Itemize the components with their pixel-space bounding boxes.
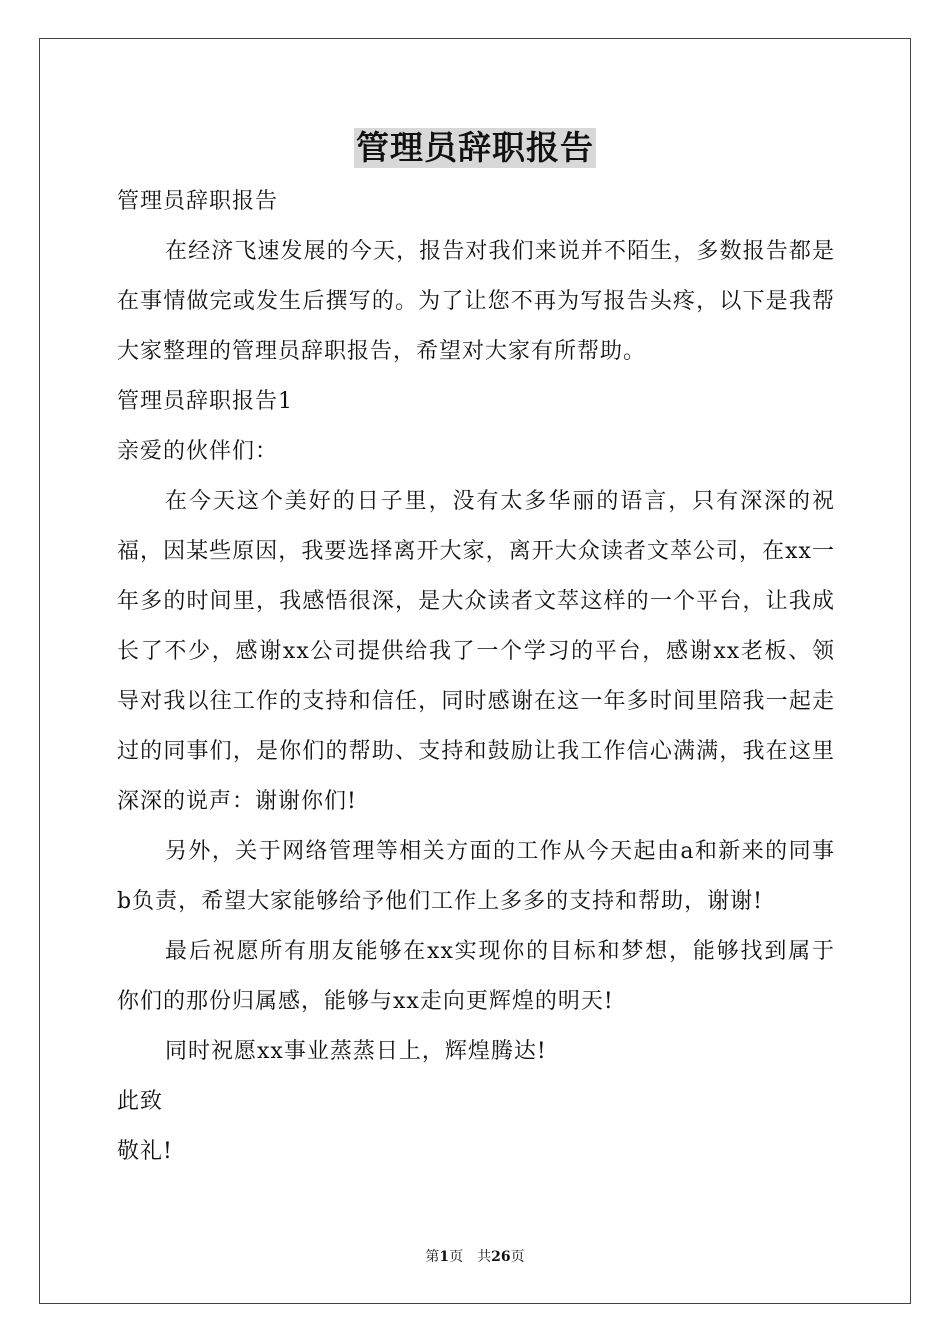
body-paragraph: 同时祝愿xx事业蒸蒸日上，辉煌腾达! bbox=[165, 1039, 547, 1064]
intro-paragraph: 在经济飞速发展的今天，报告对我们来说并不陌生，多数报告都是在事情做完或发生后撰写的。为了让您不再为写报告头疼，以下是我帮大家整理的管理员辞职报告，希望对大家有所帮助。 bbox=[117, 239, 835, 364]
body-paragraph: 另外，关于网络管理等相关方面的工作从今天起由a和新来的同事b负责，希望大家能够给予他们工作上多多的支持和帮助，谢谢! bbox=[117, 839, 835, 914]
total-pages: 26 bbox=[491, 1249, 511, 1265]
document-subtitle: 管理员辞职报告 bbox=[117, 189, 279, 214]
page-footer bbox=[0, 1248, 950, 1266]
page-number: 1 bbox=[439, 1249, 450, 1265]
body-paragraph: 在今天这个美好的日子里，没有太多华丽的语言，只有深深的祝福，因某些原因，我要选择离开大家，离开大众读者文萃公司，在xx一年多的时间里，我感悟很深，是大众读者文萃这样的一个平台，让我成长了不少，感谢xx公司提供给我了一个学习的平台，感谢xx老板、领导对我以往工作的支持和信任，同时感谢在这一年多时间里陪我一起走过的同事们，是你们的帮助、支持和鼓励让我工作信心满满，我在这里深深的说声：谢谢你们! bbox=[117, 489, 835, 814]
document-body bbox=[117, 177, 835, 1177]
closing-line-2: 敬礼! bbox=[117, 1139, 173, 1164]
total-prefix: 共 bbox=[477, 1249, 492, 1265]
document-title: 管理员辞职报告 bbox=[356, 128, 594, 167]
page-prefix: 第 bbox=[425, 1249, 440, 1265]
salutation: 亲爱的伙伴们： bbox=[117, 439, 279, 464]
page-suffix: 页 bbox=[449, 1249, 464, 1265]
total-suffix: 页 bbox=[510, 1249, 525, 1265]
section-heading: 管理员辞职报告1 bbox=[117, 389, 293, 414]
body-paragraph: 最后祝愿所有朋友能够在xx实现你的目标和梦想，能够找到属于你们的那份归属感，能够与xx走向更辉煌的明天! bbox=[117, 939, 835, 1014]
closing-line-1: 此致 bbox=[117, 1089, 164, 1114]
title-container bbox=[0, 128, 950, 168]
